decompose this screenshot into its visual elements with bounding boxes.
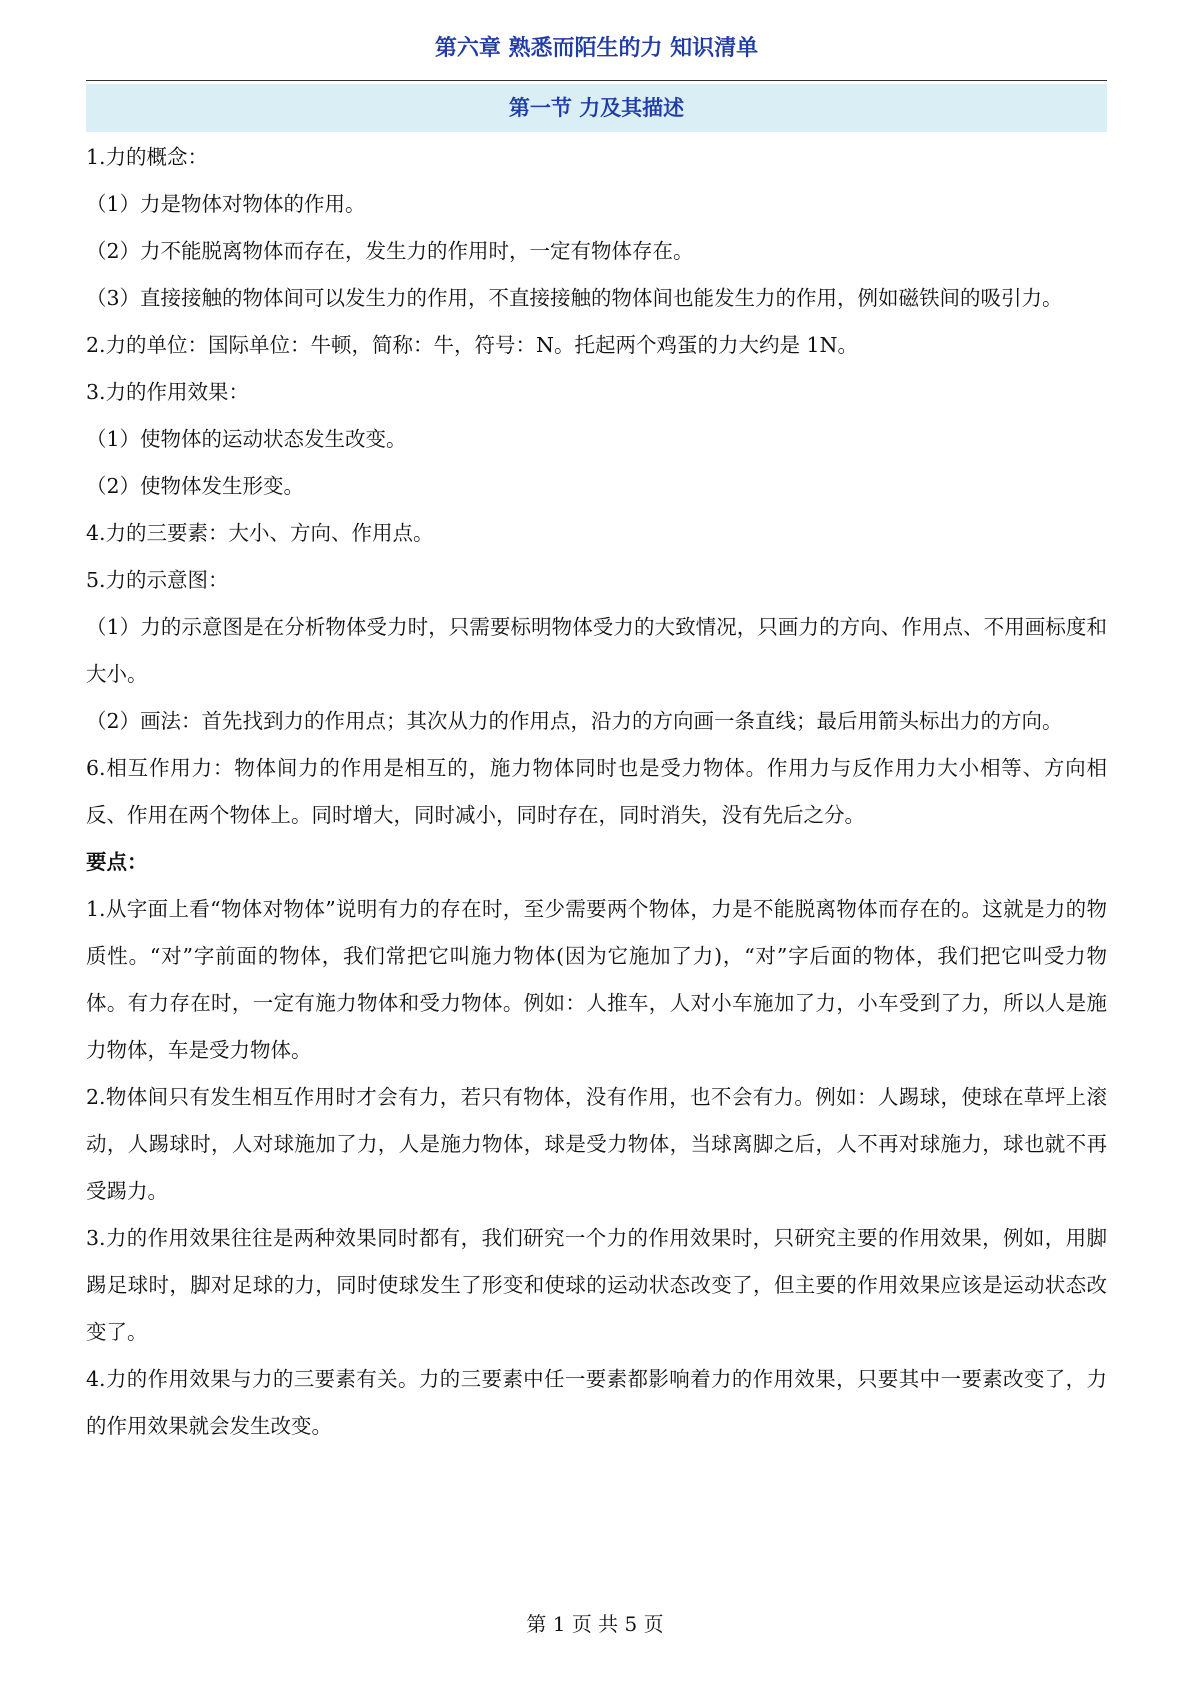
paragraph: （2）力不能脱离物体而存在，发生力的作用时，一定有物体存在。	[86, 239, 694, 263]
paragraph: 1.力的概念：	[86, 145, 209, 169]
paragraph: （1）使物体的运动状态发生改变。	[86, 427, 407, 451]
key-points-heading: 要点：	[86, 850, 148, 874]
key-point: 2.物体间只有发生相互作用时才会有力，若只有物体，没有作用，也不会有力。例如：人踢球，使球在草坪上滚动，人踢球时，人对球施加了力，人是施力物体，球是受力物体，当球离脚之后，人不再对球施力，球也就不再受踢力。	[86, 1085, 1107, 1203]
section-title: 第一节 力及其描述	[508, 96, 685, 120]
paragraph: 4.力的三要素：大小、方向、作用点。	[86, 521, 434, 545]
paragraph: （2）使物体发生形变。	[86, 474, 305, 498]
paragraph: （2）画法：首先找到力的作用点；其次从力的作用点，沿力的方向画一条直线；最后用箭头标出力的方向。	[86, 709, 1063, 733]
paragraph: 3.力的作用效果：	[86, 380, 250, 404]
page-number: 第 1 页 共 5 页	[526, 1612, 664, 1636]
paragraph: 5.力的示意图：	[86, 568, 229, 592]
header-rule	[86, 80, 1107, 81]
paragraph: （3）直接接触的物体间可以发生力的作用，不直接接触的物体间也能发生力的作用，例如磁铁间的吸引力。	[86, 286, 1063, 310]
paragraph: （1）力的示意图是在分析物体受力时，只需要标明物体受力的大致情况，只画力的方向、作用点、不用画标度和大小。	[86, 615, 1107, 686]
document-body	[86, 134, 1107, 1450]
chapter-title: 第六章 熟悉而陌生的力 知识清单	[434, 36, 759, 61]
paragraph: 2.力的单位：国际单位：牛顿，简称：牛，符号：N。托起两个鸡蛋的力大约是 1N。	[86, 333, 858, 357]
paragraph: （1）力是物体对物体的作用。	[86, 192, 366, 216]
paragraph: 6.相互作用力：物体间力的作用是相互的，施力物体同时也是受力物体。作用力与反作用力大小相等、方向相反、作用在两个物体上。同时增大，同时减小，同时存在，同时消失，没有先后之分。	[86, 756, 1107, 827]
section-banner	[86, 84, 1107, 132]
key-point: 3.力的作用效果往往是两种效果同时都有，我们研究一个力的作用效果时，只研究主要的作用效果，例如，用脚踢足球时，脚对足球的力，同时使球发生了形变和使球的运动状态改变了，但主要的作用效果应该是运动状态改变了。	[86, 1226, 1107, 1344]
key-point: 4.力的作用效果与力的三要素有关。力的三要素中任一要素都影响着力的作用效果，只要其中一要素改变了，力的作用效果就会发生改变。	[86, 1367, 1107, 1438]
key-point: 1.从字面上看“物体对物体”说明有力的存在时，至少需要两个物体，力是不能脱离物体而存在的。这就是力的物质性。“对”字前面的物体，我们常把它叫施力物体(因为它施加了力)，“对”字后面的物体，我们把它叫受力物体。有力存在时，一定有施力物体和受力物体。例如：人推车，人对小车施加了力，小车受到了力，所以人是施力物体，车是受力物体。	[86, 897, 1107, 1062]
